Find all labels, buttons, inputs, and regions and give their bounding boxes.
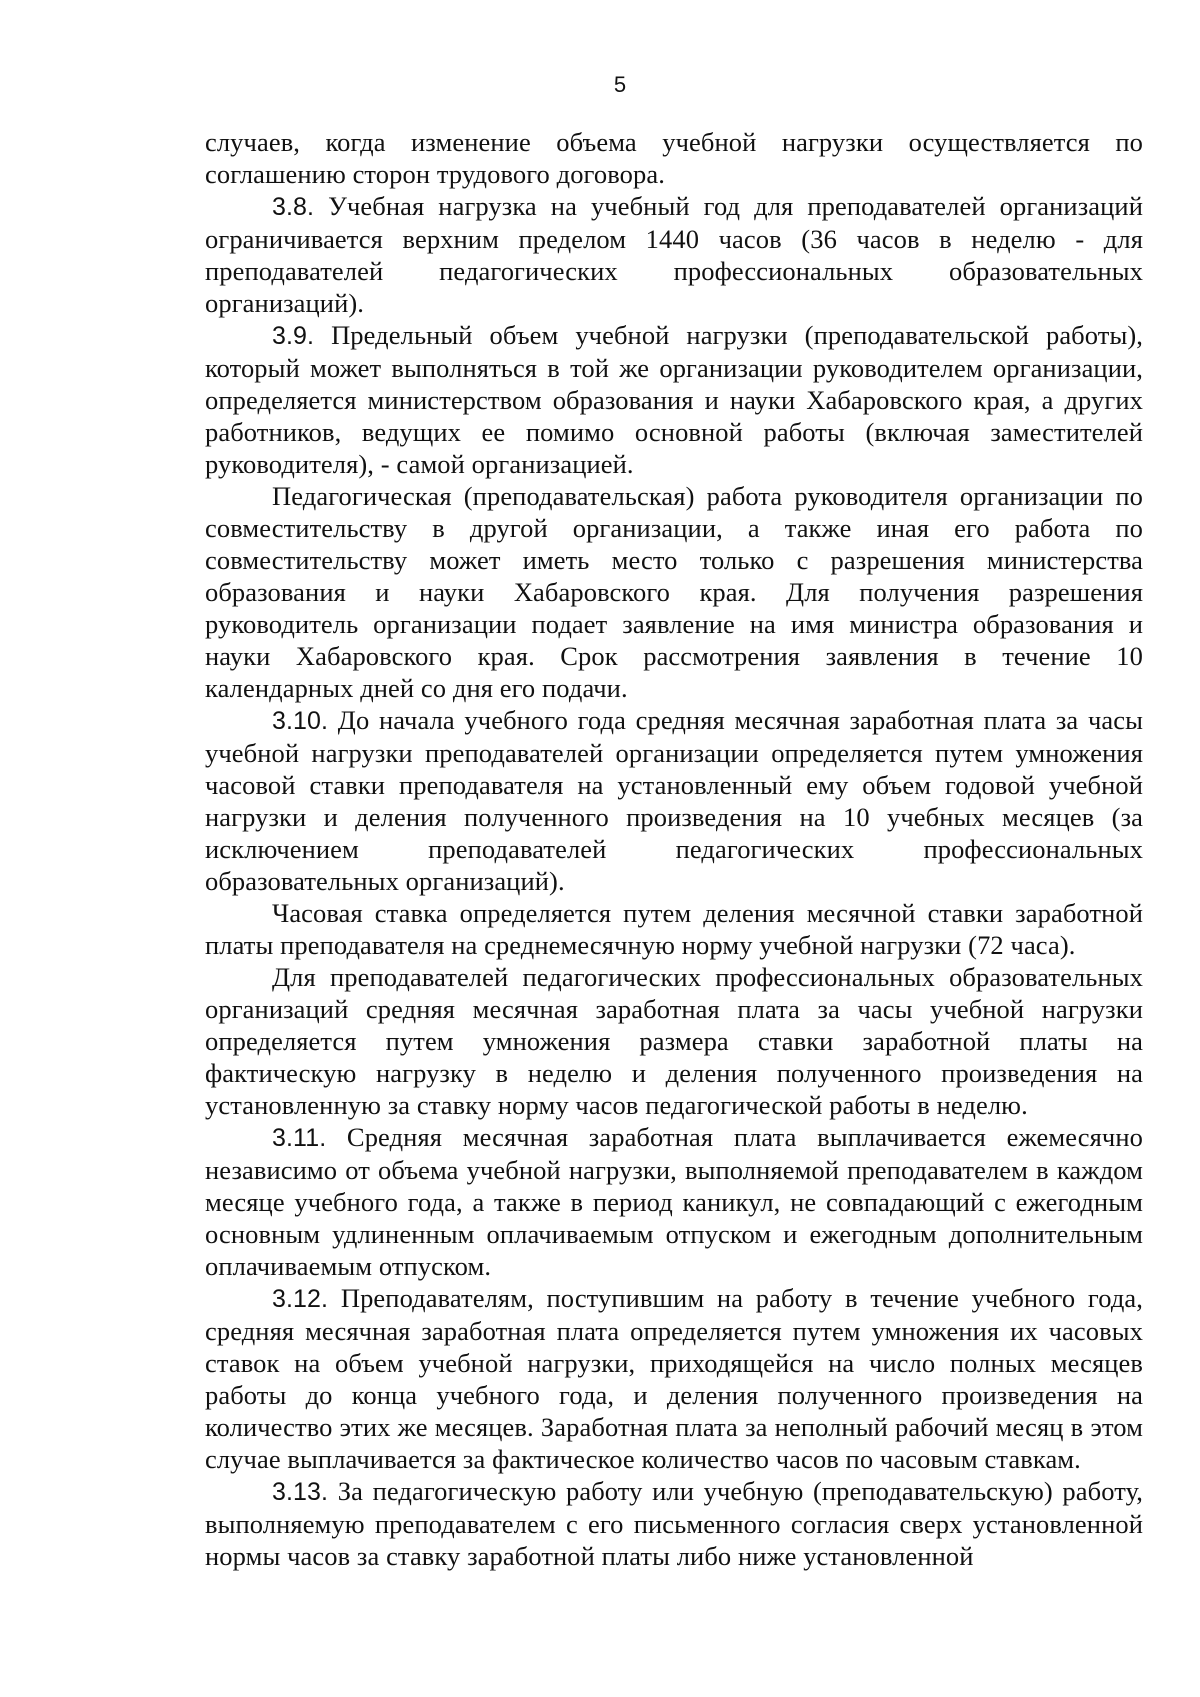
document-body xyxy=(205,126,1143,1572)
paragraph-continuation xyxy=(205,126,1143,190)
section-number: 3.13. xyxy=(272,1478,329,1506)
section-number: 3.11. xyxy=(272,1124,327,1152)
paragraph-3-10 xyxy=(205,704,1143,897)
paragraph-3-11 xyxy=(205,1121,1143,1282)
paragraph-3-10-pedagogical xyxy=(205,961,1143,1121)
paragraph-text: Для преподавателей педагогических профессиональных образовательных организаций средняя месячная заработная плата за часы учебной нагрузки определяется путем умножения размера ставки заработной платы на фактическую нагрузку в неделю и деления полученного произведения на установленную за ставку норму часов педагогической работы в неделю. xyxy=(205,962,1143,1120)
paragraph-3-9 xyxy=(205,319,1143,480)
paragraph-3-12 xyxy=(205,1282,1143,1475)
paragraph-3-8 xyxy=(205,190,1143,319)
paragraph-text: До начала учебного года средняя месячная заработная плата за часы учебной нагрузки преподавателей организации определяется путем умножения часовой ставки преподавателя на установленный ему объем годовой учебной нагрузки и деления полученного произведения на 10 учебных месяцев (за исключением преподавателей педагогических профессиональных образовательных организаций). xyxy=(205,705,1143,896)
paragraph-text: Учебная нагрузка на учебный год для преподавателей организаций ограничивается верхним пределом 1440 часов (36 часов в неделю - для преподавателей педагогических профессиональных образовательных организаций). xyxy=(205,191,1143,318)
section-number: 3.12. xyxy=(272,1285,329,1313)
section-number: 3.9. xyxy=(272,322,315,350)
paragraph-text: Педагогическая (преподавательская) работа руководителя организации по совместительству в другой организации, а также иная его работа по совместительству может иметь место только с разрешения министерства образования и науки Хабаровского края. Для получения разрешения руководитель организации подает заявление на имя министра образования и науки Хабаровского края. Срок рассмотрения заявления в течение 10 календарных дней со дня его подачи. xyxy=(205,481,1143,703)
paragraph-text: Преподавателям, поступившим на работу в течение учебного года, средняя месячная заработная плата определяется путем умножения их часовых ставок на объем учебной нагрузки, приходящейся на число полных месяцев работы до конца учебного года, и деления полученного произведения на количество этих же месяцев. Заработная плата за неполный рабочий месяц в этом случае выплачивается за фактическое количество часов по часовым ставкам. xyxy=(205,1283,1143,1474)
section-number: 3.8. xyxy=(272,193,315,221)
paragraph-text: Предельный объем учебной нагрузки (преподавательской работы), который может выполняться в той же организации руководителем организации, определяется министерством образования и науки Хабаровского края, а других работников, ведущих ее помимо основной работы (включая заместителей руководителя), - самой организацией. xyxy=(205,320,1143,479)
paragraph-3-13 xyxy=(205,1475,1143,1572)
paragraph-text: Часовая ставка определяется путем деления месячной ставки заработной платы преподавателя на среднемесячную норму учебной нагрузки (72 часа). xyxy=(205,898,1143,960)
paragraph-text: случаев, когда изменение объема учебной нагрузки осуществляется по соглашению сторон трудового договора. xyxy=(205,127,1143,189)
paragraph-3-10-hourly-rate xyxy=(205,897,1143,961)
paragraph-text: Средняя месячная заработная плата выплачивается ежемесячно независимо от объема учебной нагрузки, выполняемой преподавателем в каждом месяце учебного года, а также в период каникул, не совпадающий с ежегодным основным удлиненным оплачиваемым отпуском и ежегодным дополнительным оплачиваемым отпуском. xyxy=(205,1122,1143,1281)
paragraph-3-9-cont xyxy=(205,480,1143,704)
section-number: 3.10. xyxy=(272,707,329,735)
paragraph-text: За педагогическую работу или учебную (преподавательскую) работу, выполняемую преподавателем с его письменного согласия сверх установленной нормы часов за ставку заработной платы либо ниже установленной xyxy=(205,1476,1143,1571)
page-number: 5 xyxy=(613,72,627,97)
